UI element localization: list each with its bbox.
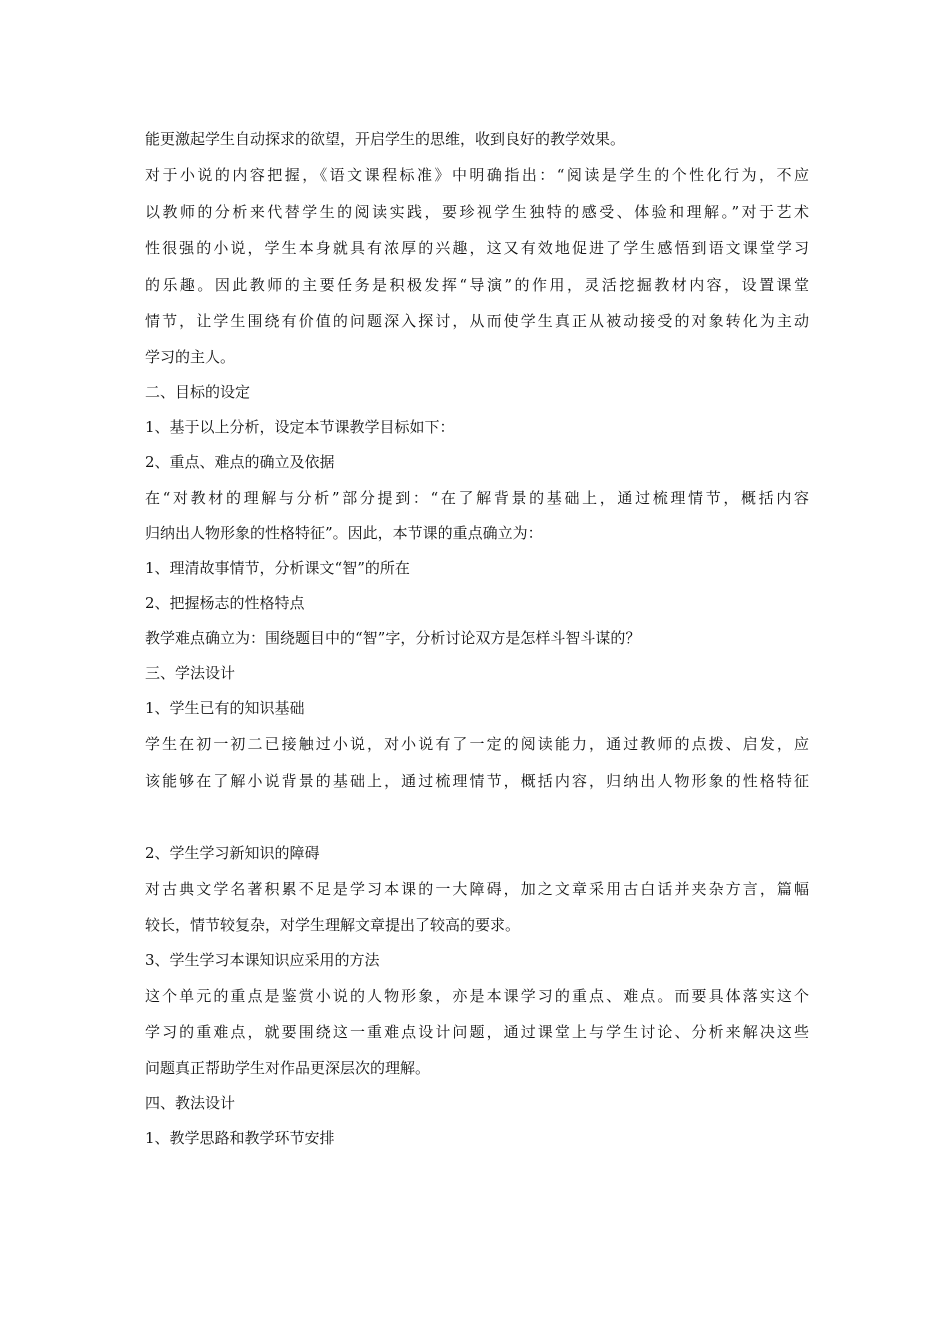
text-line: 该能够在了解小说背景的基础上，通过梳理情节，概括内容，归纳出人物形象的性格特征 [145,771,809,790]
text-line: 三、学法设计 [145,664,236,682]
text-line: 1、理清故事情节，分析课文“智”的所在 [145,559,410,577]
text-line: 以教师的分析来代替学生的阅读实践，要珍视学生独特的感受、体验和理解。”对于艺术 [145,202,809,221]
text-line: 1、基于以上分析，设定本节课教学目标如下： [145,417,455,436]
text-line: 情节，让学生围绕有价值的问题深入探讨，从而使学生真正从被动接受的对象转化为主动 [145,312,809,330]
text-line: 对于小说的内容把握，《语文课程标准》中明确指出：“阅读是学生的个性化行为，不应 [145,166,809,184]
text-line: 学习的主人。 [145,347,236,366]
text-line: 这个单元的重点是鉴赏小说的人物形象，亦是本课学习的重点、难点。而要具体落实这个 [145,986,809,1005]
text-line: 3、学生学习本课知识应采用的方法 [145,950,380,969]
document-body [145,122,809,1156]
text-line: 对古典文学名著积累不足是学习本课的一大障碍，加之文章采用古白话并夹杂方言，篇幅 [145,880,809,898]
text-line: 2、把握杨志的性格特点 [145,594,305,612]
text-line: 学生在初一初二已接触过小说，对小说有了一定的阅读能力，通过教师的点拨、启发，应 [145,735,809,753]
text-line: 1、教学思路和教学环节安排 [145,1128,335,1147]
text-line: 较长，情节较复杂，对学生理解文章提出了较高的要求。 [145,915,521,934]
text-line: 学习的重难点，就要围绕这一重难点设计问题，通过课堂上与学生讨论、分析来解决这些 [145,1023,809,1041]
blank-line [145,799,809,836]
text-line: 的乐趣。因此教师的主要任务是积极发挥“导演”的作用，灵活挖掘教材内容，设置课堂 [145,275,809,294]
text-line: 2、学生学习新知识的障碍 [145,844,320,862]
text-line: 教学难点确立为：围绕题目中的“智”字，分析讨论双方是怎样斗智斗谋的？ [145,629,641,647]
text-line: 问题真正帮助学生对作品更深层次的理解。 [145,1058,431,1077]
text-line: 归纳出人物形象的性格特征”。因此，本节课的重点确立为： [145,524,543,542]
text-line: 在“对教材的理解与分析”部分提到：“在了解背景的基础上，通过梳理情节，概括内容 [145,488,809,507]
text-line: 性很强的小说，学生本身就具有浓厚的兴趣，这又有效地促进了学生感悟到语文课堂学习 [145,239,809,257]
text-line: 四、教法设计 [145,1093,236,1112]
text-line: 二、目标的设定 [145,382,251,401]
text-line: 2、重点、难点的确立及依据 [145,452,335,471]
text-line: 能更激起学生自动探求的欲望，开启学生的思维，收到良好的教学效果。 [145,130,626,148]
text-line: 1、学生已有的知识基础 [145,699,305,717]
